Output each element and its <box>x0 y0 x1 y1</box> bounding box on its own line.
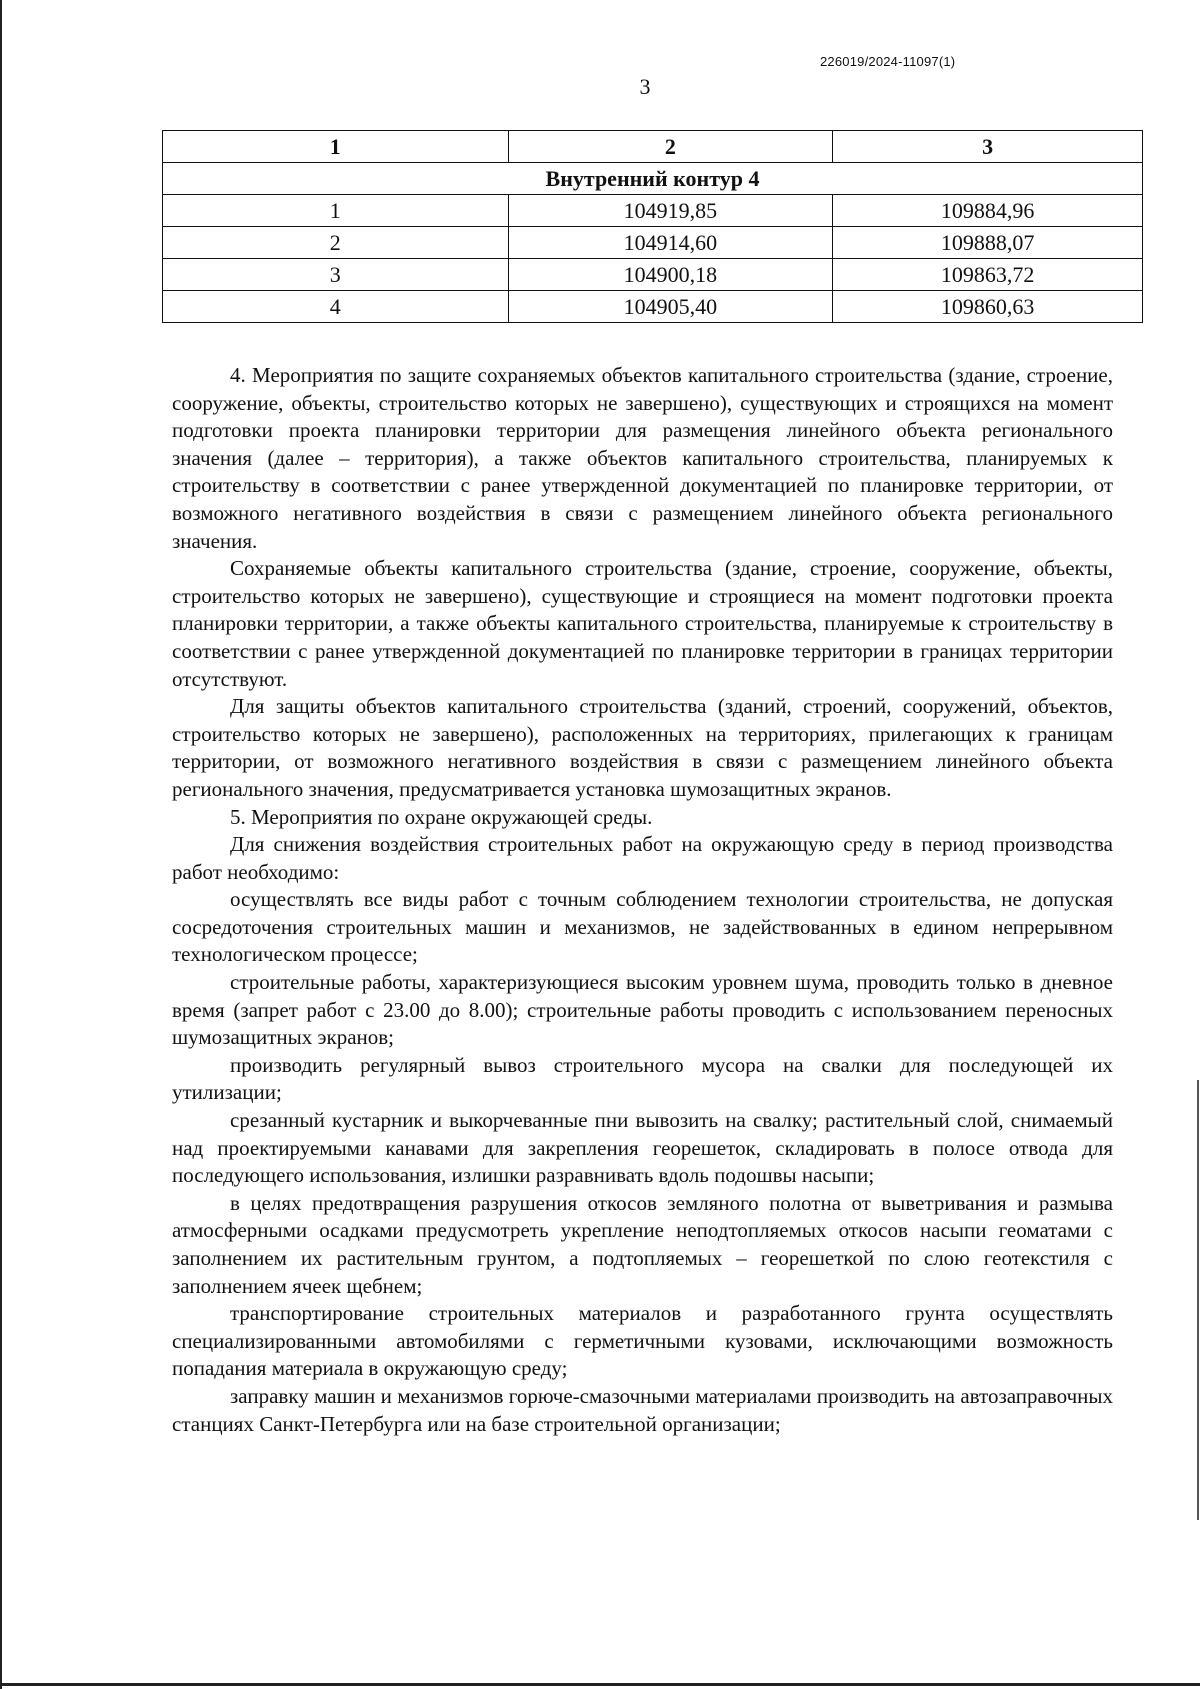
list-item: срезанный кустарник и выкорчеванные пни вывозить на свалку; растительный слой, снимаемый над проектируемыми канавами для закрепления георешеток, складировать в полосе отвода для последующего использования, излишки разравнивать вдоль подошвы насыпи; <box>172 1108 1113 1188</box>
column-header: 2 <box>508 131 833 163</box>
table-header-row <box>163 131 1143 163</box>
coordinate-y: 109860,63 <box>833 291 1143 323</box>
point-number: 4 <box>163 291 509 323</box>
point-number: 1 <box>163 195 509 227</box>
table-row <box>163 259 1143 291</box>
coordinate-x: 104914,60 <box>508 227 833 259</box>
section-4-paragraph: 4. Мероприятия по защите сохраняемых объектов капитального строительства (здание, строение, сооружение, объекты, строительство которых не завершено), существующих и строящихся на момент подготовки проекта планировки территории для размещения линейного объекта регионального значения (далее – территория), а также объектов капитального строительства, планируемых к строительству в соответствии с ранее утвержденной документацией по планировке территории, от возможного негативного воздействия в связи с размещением линейного объекта регионального значения. <box>172 363 1113 553</box>
body-text <box>172 362 1113 1438</box>
list-item: заправку машин и механизмов горюче-смазочными материалами производить на автозаправочных станциях Санкт-Петербурга или на базе строительной организации; <box>172 1383 1113 1436</box>
coordinate-x: 104905,40 <box>508 291 833 323</box>
table-row <box>163 291 1143 323</box>
list-item: в целях предотвращения разрушения откосов земляного полотна от выветривания и размыва атмосферными осадками предусмотреть укрепление неподтопляемых откосов насыпи геоматами с заполнением их растительным грунтом, а подтопляемых – георешеткой по слою геотекстиля с заполнением ячеек щебнем; <box>172 1190 1113 1298</box>
section-5-heading: 5. Мероприятия по охране окружающей среды. <box>230 804 653 829</box>
contour-title: Внутренний контур 4 <box>163 163 1143 195</box>
scan-edge-bottom <box>0 1683 1200 1686</box>
list-item: транспортирование строительных материалов и разработанного грунта осуществлять специализированными автомобилями с герметичными кузовами, исключающими возможность попадания материала в окружающую среду; <box>172 1301 1113 1381</box>
page-number: 3 <box>639 74 651 99</box>
column-header: 1 <box>163 131 509 163</box>
paragraph: Для снижения воздействия строительных работ на окружающую среду в период производства работ необходимо: <box>172 832 1113 884</box>
scan-edge-right <box>1197 1080 1199 1520</box>
column-header: 3 <box>833 131 1143 163</box>
coordinate-x: 104900,18 <box>508 259 833 291</box>
coordinates-table <box>162 130 1143 323</box>
paragraph: Сохраняемые объекты капитального строительства (здание, строение, сооружение, объекты, строительство которых не завершено), существующие и строящиеся на момент подготовки проекта планировки территории, а также объекты капитального строительства, планируемые к строительству в соответствии с ранее утвержденной документацией по планировке территории в границах территории отсутствуют. <box>172 556 1113 691</box>
document-number: 226019/2024-11097(1) <box>820 54 956 69</box>
scan-edge-left <box>0 0 2 1689</box>
coordinate-y: 109884,96 <box>833 195 1143 227</box>
list-item: осуществлять все виды работ с точным соблюдением технологии строительства, не допуская сосредоточения строительных машин и механизмов, не задействованных в едином непрерывном технологическом процессе; <box>172 887 1113 967</box>
coordinate-y: 109888,07 <box>833 227 1143 259</box>
coordinate-x: 104919,85 <box>508 195 833 227</box>
list-item: производить регулярный вывоз строительного мусора на свалки для последующей их утилизации; <box>172 1052 1113 1105</box>
table-row <box>163 227 1143 259</box>
paragraph: Для защиты объектов капитального строительства (зданий, строений, сооружений, объектов, строительство которых не завершено), расположенных на территориях, прилегающих к границам территории, от возможного негативного воздействия в связи с размещением линейного объекта регионального значения, предусматривается установка шумозащитных экранов. <box>172 694 1113 801</box>
section-title-row <box>163 163 1143 195</box>
table-row <box>163 195 1143 227</box>
point-number: 3 <box>163 259 509 291</box>
coordinate-y: 109863,72 <box>833 259 1143 291</box>
point-number: 2 <box>163 227 509 259</box>
list-item: строительные работы, характеризующиеся высоким уровнем шума, проводить только в дневное время (запрет работ с 23.00 до 8.00); строительные работы проводить с использованием переносных шумозащитных экранов; <box>172 970 1113 1050</box>
